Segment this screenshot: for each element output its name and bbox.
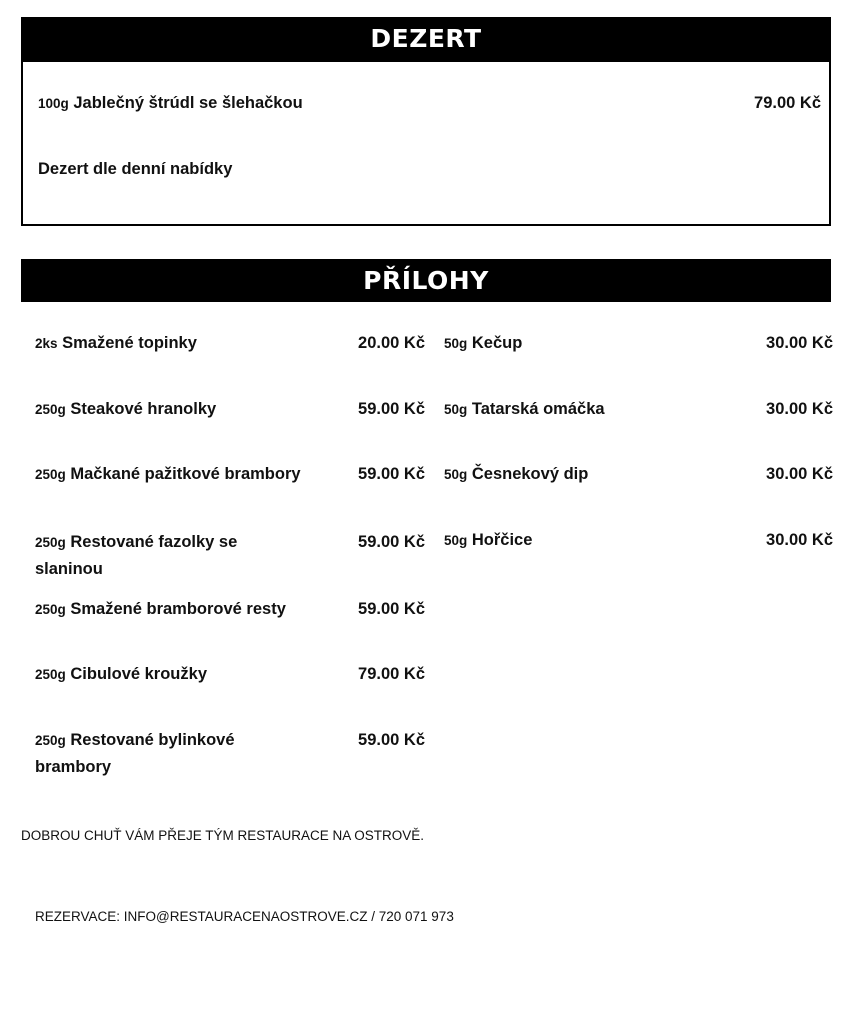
- menu-item: [35, 461, 335, 488]
- item-name: Restované bylinkové brambory: [35, 731, 235, 776]
- item-qty: 250g: [35, 402, 66, 417]
- footer-reservation: REZERVACE: INFO@RESTAURACENAOSTROVE.CZ / 720 071 973: [35, 909, 454, 924]
- item-name: Hořčice: [471, 531, 533, 549]
- item-price: 79.00 Kč: [358, 665, 425, 683]
- item-qty: 100g: [38, 96, 69, 111]
- item-qty: 50g: [444, 402, 468, 417]
- item-price: 59.00 Kč: [358, 465, 425, 483]
- item-qty: 250g: [35, 667, 66, 682]
- item-qty: 50g: [444, 336, 468, 351]
- item-name: Smažené bramborové resty: [70, 600, 286, 618]
- item-name: Dezert dle denní nabídky: [38, 160, 233, 178]
- menu-item: [35, 529, 275, 582]
- menu-item-strudl: [38, 90, 303, 117]
- item-name: Mačkané pažitkové brambory: [70, 465, 301, 483]
- dezert-box: [21, 60, 831, 226]
- menu-item-dezert-dle-nabidky: [38, 156, 232, 182]
- item-name: Tatarská omáčka: [471, 400, 605, 418]
- item-price: 30.00 Kč: [766, 465, 833, 483]
- menu-item: [444, 527, 744, 554]
- item-price: 30.00 Kč: [766, 531, 833, 549]
- item-qty: 250g: [35, 467, 66, 482]
- menu-item: [35, 596, 335, 623]
- item-qty: 250g: [35, 733, 66, 748]
- section-header-dezert: [21, 17, 831, 60]
- item-price: 30.00 Kč: [766, 334, 833, 352]
- footer-greeting: DOBROU CHUŤ VÁM PŘEJE TÝM RESTAURACE NA OSTROVĚ.: [21, 828, 425, 843]
- item-price: 59.00 Kč: [358, 400, 425, 418]
- item-qty: 50g: [444, 533, 468, 548]
- menu-item: [35, 661, 335, 688]
- section-title-dezert: DEZERT: [370, 24, 482, 53]
- item-name: Restované fazolky se slaninou: [35, 533, 238, 578]
- section-title-prilohy: PŘÍLOHY: [363, 266, 489, 295]
- item-name: Jablečný štrúdl se šlehačkou: [73, 94, 303, 112]
- item-name: Česnekový dip: [471, 465, 589, 483]
- item-price: 59.00 Kč: [358, 731, 425, 749]
- item-name: Cibulové kroužky: [70, 665, 207, 683]
- item-price: 79.00 Kč: [754, 94, 821, 112]
- menu-item: [444, 461, 744, 488]
- menu-item: [444, 396, 744, 423]
- item-qty: 250g: [35, 602, 66, 617]
- item-qty: 250g: [35, 535, 66, 550]
- menu-item: [444, 330, 744, 357]
- menu-item: [35, 330, 335, 357]
- item-price: 59.00 Kč: [358, 533, 425, 551]
- section-header-prilohy: [21, 259, 831, 302]
- item-price: 20.00 Kč: [358, 334, 425, 352]
- item-name: Steakové hranolky: [70, 400, 217, 418]
- item-name: Kečup: [471, 334, 523, 352]
- item-price: 30.00 Kč: [766, 400, 833, 418]
- item-price: 59.00 Kč: [358, 600, 425, 618]
- item-qty: 50g: [444, 467, 468, 482]
- menu-item: [35, 727, 275, 780]
- item-qty: 2ks: [35, 336, 58, 351]
- menu-item: [35, 396, 335, 423]
- item-name: Smažené topinky: [62, 334, 197, 352]
